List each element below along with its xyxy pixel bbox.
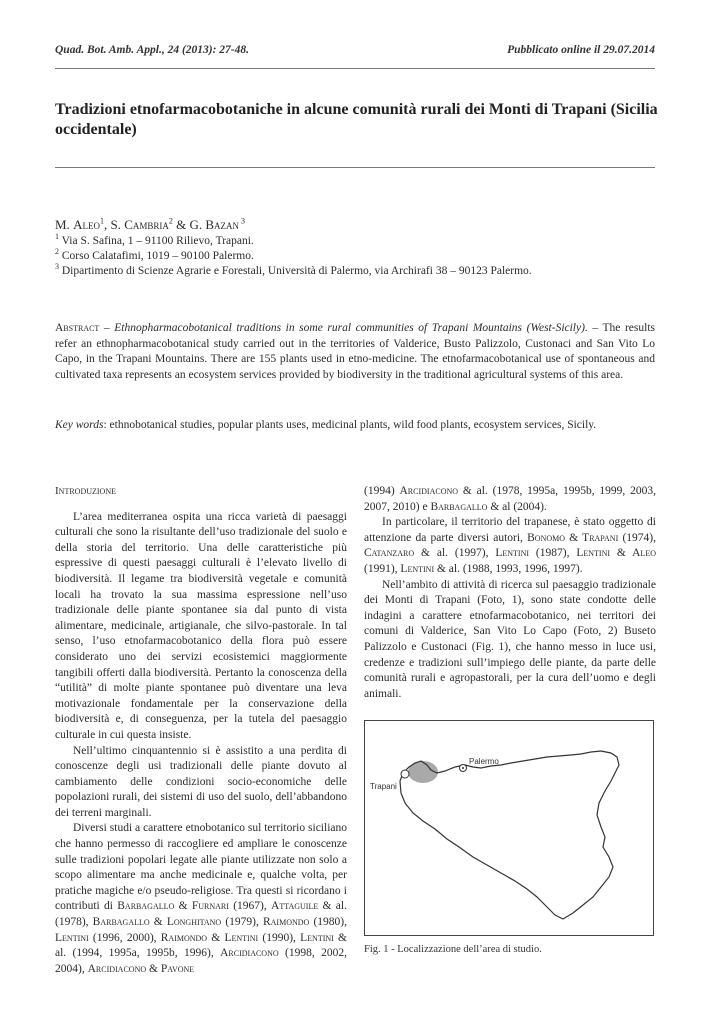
text-run: (1987), bbox=[529, 547, 577, 560]
label-palermo: Palermo bbox=[469, 757, 499, 766]
affiliation-2-num: 2 bbox=[55, 247, 59, 257]
keywords-label: Key words bbox=[55, 419, 104, 431]
text-run: & al. (1997), bbox=[414, 547, 496, 560]
affiliation-2 bbox=[55, 249, 254, 264]
citation-author: Raimondo bbox=[262, 916, 310, 929]
keywords-text: : ethnobotanical studies, popular plants uses, medicinal plants, wild food plants, ecosystem services, Sicily. bbox=[103, 419, 597, 431]
citation-author: Lentini bbox=[400, 562, 435, 575]
affiliation-1 bbox=[55, 234, 254, 249]
citation-author: Lentini bbox=[300, 931, 334, 944]
text-run: (1996, 2000), bbox=[88, 931, 161, 944]
title-rule bbox=[55, 167, 655, 168]
affiliation-3 bbox=[55, 264, 532, 279]
citation-author: Lentini bbox=[55, 931, 89, 944]
affiliation-1-num: 1 bbox=[55, 232, 59, 242]
figure-1-map bbox=[364, 720, 654, 936]
trapani-marker bbox=[401, 770, 409, 778]
keywords bbox=[55, 418, 655, 433]
publication-date: Pubblicato online il 29.07.2014 bbox=[507, 44, 655, 56]
left-column bbox=[55, 484, 347, 977]
text-run: (1979), bbox=[221, 916, 263, 929]
section-heading-introduzione: Introduzione bbox=[55, 485, 116, 497]
intro-paragraph-5: Nell’ambito di attività di ricerca sul paesaggio tradizionale dei Monti di Trapani (Foto, 1), sono state condotte delle indagini a carattere etnofarmacobotanico, nei territori dei comuni di Valderice, San Vito Lo Capo (Foto, 2) Buseto Palizzolo e Custonaci (Fig. 1), che hanno messo in luce usi, credenze e tradizioni sull’impiego delle piante, da parte delle comunità rurali e agropastorali, per la cura dell’uomo e degli animali. bbox=[364, 578, 656, 700]
author-sep-2: & G. bbox=[172, 217, 206, 232]
citation-author: Arcidiacono bbox=[399, 485, 459, 497]
citation-author: Lentini bbox=[495, 547, 530, 560]
affiliation-3-num: 3 bbox=[55, 262, 59, 272]
right-column bbox=[364, 484, 656, 702]
figure-1-caption: Fig. 1 - Localizzazione dell’area di studio. bbox=[364, 944, 542, 955]
label-trapani: Trapani bbox=[370, 782, 397, 791]
citation-author: Arcidiacono & Pavone bbox=[87, 962, 195, 975]
sicily-map-svg bbox=[365, 721, 653, 935]
citation-author: Barbagallo & Longhitano bbox=[92, 916, 222, 929]
text-run: & al. (1988, 1993, 1996, 1997). bbox=[434, 562, 583, 575]
citation-author: Raimondo & Lentini bbox=[160, 931, 259, 944]
journal-citation: Quad. Bot. Amb. Appl., 24 (2013): 27-48. bbox=[55, 44, 250, 56]
abstract-dash: – bbox=[99, 322, 115, 334]
text-run: (1967), bbox=[228, 900, 272, 913]
citation-author: Barbagallo & Furnari bbox=[117, 900, 229, 913]
author-1-last: Aleo bbox=[73, 217, 100, 232]
affiliation-1-text: Via S. Safina, 1 – 91100 Rilievo, Trapani. bbox=[59, 235, 254, 247]
palermo-marker-dot bbox=[462, 767, 464, 769]
author-2-sup: 2 bbox=[168, 216, 173, 226]
affiliation-2-text: Corso Calatafimi, 1019 – 90100 Palermo. bbox=[59, 250, 254, 262]
citation-author: Arcidiacono bbox=[220, 947, 279, 960]
citation-author: Bonomo & Trapani bbox=[527, 531, 619, 544]
abstract bbox=[55, 321, 655, 383]
text-run: & al. (1978), bbox=[55, 900, 347, 929]
author-1-sup: 1 bbox=[99, 216, 104, 226]
text-run: (1974), bbox=[618, 531, 656, 544]
author-1-first: M. bbox=[55, 217, 74, 232]
citation-author: Catanzaro bbox=[364, 547, 415, 560]
paper-title: Tradizioni etnofarmacobotaniche in alcune comunità rurali dei Monti di Trapani (Sicilia occidentale) bbox=[55, 101, 658, 138]
intro-paragraph-3-cont bbox=[364, 484, 656, 515]
citation-author: Attaguile bbox=[271, 900, 319, 913]
text-run: (1994) bbox=[364, 485, 400, 497]
intro-paragraph-2: Nell’ultimo cinquantennio si è assistito a una perdita di conoscenze degli usi tradizionali delle piante dovuto al cambiamento delle condizioni socio-economiche delle popolazioni rurali, dei sistemi di uso del suolo, dell’abbandono dei terreni marginali. bbox=[55, 744, 347, 819]
abstract-body: – The results refer an ethnopharmacobotanical study carried out in the territories of Valderice, Busto Palizzolo, Custonaci and San Vito Lo Capo, in the Trapani Mountains. There are 155 plants used in etno-medicine. The etnofarmacobotanical use of spontaneous and cultivated taxa represents an ecosystem services provided by biodiversity in the traditional agricultural systems of this area. bbox=[55, 322, 655, 381]
intro-paragraph-4 bbox=[364, 515, 656, 577]
text-run: Diversi studi a carattere etnobotanico sul territorio siciliano che hanno permesso di raccogliere ed ampliare le conoscenze sulle tradizioni popolari legate alle piante utilizzate non solo a scopo alimentare ma anche medicinale e, qualche volta, per pratiche magiche e/o pseudo-religiose. Tra questi si ricordano i contributi di bbox=[55, 822, 347, 913]
text-run: (1990), bbox=[258, 931, 301, 944]
author-list bbox=[55, 216, 245, 233]
affiliation-3-text: Dipartimento di Scienze Agrarie e Forestali, Università di Palermo, via Archirafi 38 – 90123 Palermo. bbox=[59, 265, 532, 277]
author-2-last: Cambria bbox=[124, 217, 169, 232]
text-run: & al (2004). bbox=[487, 500, 547, 513]
header-rule bbox=[55, 68, 655, 69]
abstract-title: Ethnopharmacobotanical traditions in some rural communities of Trapani Mountains (West-Sicily). bbox=[114, 322, 588, 334]
text-run: (1998, 2002, 2004), bbox=[55, 947, 347, 975]
citation-author: Lentini & Aleo bbox=[576, 547, 656, 560]
text-run: (1991), bbox=[364, 562, 401, 575]
intro-paragraph-3 bbox=[55, 821, 347, 977]
text-run: & al. (1978, 1995a, 1995b, 1999, 2003, 2007, 2010) e bbox=[364, 485, 656, 513]
author-sep-1: , S. bbox=[103, 217, 125, 232]
intro-paragraph-1: L’area mediterranea ospita una ricca varietà di paesaggi culturali che sono la risultante dell’uso tradizionale del suolo e della storia del territorio. Una delle caratteristiche più espressive di questi paesaggi culturali è l’elevato livello di biodiversità. Il legame tra biodiversità vegetale e comunità locali ha trovato la sua massima espressione nell’uso tradizionale delle piante spontanee sia dal punto di vista alimentare, medicinale, artigianale, che silvo-pastorale. In tal senso, l’uso etnofarmacobotanico della flora può essere considerato uno dei servizi ecosistemici maggiormente tangibili offerti dalla biodiversità. Pertanto la conoscenza della “utilità” di molte piante spontanee può diventare una leva motivazionale fondamentale per la conservazione della biodiversità e, di conseguenza, per la tutela del paesaggio culturale in cui questa insiste. bbox=[55, 510, 347, 741]
citation-author: Barbagallo bbox=[430, 500, 488, 513]
text-run: & al. (1994, 1995a, 1995b, 1996), bbox=[55, 931, 347, 960]
abstract-label: Abstract bbox=[55, 322, 100, 334]
author-3-sup: 3 bbox=[239, 216, 246, 226]
text-run: In particolare, il territorio del trapanese, è stato oggetto di attenzione da parte diversi autori, bbox=[364, 516, 656, 544]
text-run: (1980), bbox=[309, 916, 347, 929]
author-3-last: Bazan bbox=[205, 217, 240, 232]
